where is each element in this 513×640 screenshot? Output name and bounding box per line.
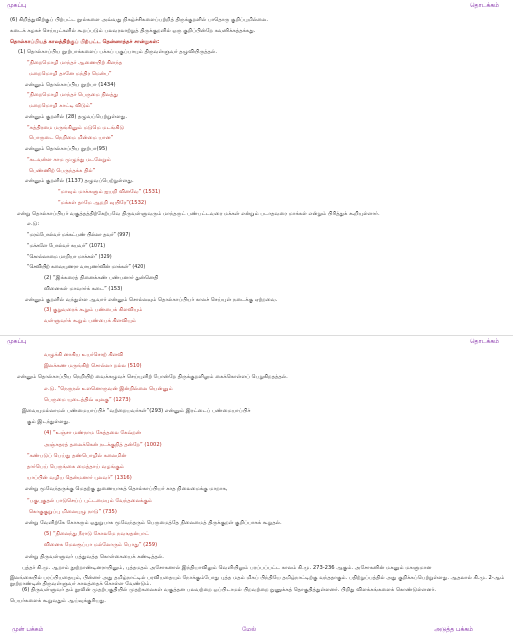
page1-text-line: என்னும் குறளில் வந்துள்ள ஆவார் என்னும் சொல்லவும் தொல்காப்பியர் காலச் செய்யுள் நடைக்கு ஏற்றவை. — [25, 296, 278, 303]
page1-text-line: “நிறைமொழி மாந்தர் ஆணையிற் கிளந்த — [27, 60, 123, 66]
page2-text-line: (6) திருவள்ளுவர் தம் நூலின் முதற்பகுதியில் முதற்கலைகள் வகுத்தன பலவற்றை ஒப்பிடாமல் பிறவற்றை நுணுக்கத் தொகுதித்துள்ளனர். பிறிது விளக்கங்களைக் கொண்டுள்ளனர். — [22, 587, 436, 594]
page2-text-line: யாப்பின் வழிய தென்மனார் புலவர்” (1316) — [27, 475, 132, 482]
page1-text-line: மறைமொழி தானே மந்திர மென்ப” — [29, 70, 112, 77]
page2-text-line: பெருமை யுடைத்திவ் வுலகு” (1273) — [44, 396, 131, 403]
page1-text-line: “மக்களே போல்வர் கயவர்” (1071) — [27, 243, 106, 249]
page2-text-line: புத்தர் கி.மு. ஆறாம் நூற்றாண்டினராயினும், புத்தமதம் அசோகனால் இந்தியாவிலும் வெளியிலும் பரப்பப்பட்ட காலம் கி.மு. 273-236 ஆகும். அசோகனின் மகனும் மகளுமான — [22, 564, 432, 571]
page2-text-line: கொகுகுறுப்பு மிலையுழு நாடு” (735) — [29, 508, 117, 515]
top-nav-1 — [0, 0, 513, 14]
page2-text-line: “பகுபுகுதல் பாடுசெய்ப் புட்டமையும் வேந்தலைக்கும் — [27, 497, 153, 504]
page1-text-line: என்னும் தொல்காப்பிய நூற்பா(95) — [25, 146, 108, 152]
page2-text-line: என்னும் தொல்காப்பிய நெறியிற் வைக்கழுவச் செய்யுளிற் போன்றே திருக்குறளிலும் கைக்கொள்ளப் பெறுகிறதத்தல். — [17, 374, 288, 381]
page1-text-line: கடைக் கழகச் செய்யுட்களில் கூறப்படும் பலவரலாற்றுத் திருக்குறளில் ஒரு குறிப்பின்றே கவனிக்கத்தக்கது. — [10, 27, 256, 34]
page1-text-line: மறைமொழி காட்டி விடும்” — [29, 103, 93, 109]
page2-text-line: இலக்கண மருங்கிற் சொல்லா றல்ல (510) — [44, 363, 142, 370]
home-link-2[interactable]: முகப்பு — [7, 338, 27, 345]
page1-text-line: தொல்காப்பியத் காலத்திற்குப் பிற்பட்ட தென்னாத்தச் சான்றுகள்: — [10, 38, 160, 45]
top-link-2[interactable]: தொடக்கம் — [470, 338, 499, 345]
page2-text-line: எ.டு. “நெருநல் உளனொருவன் இன்றில்லை யென்னும் — [44, 385, 173, 392]
page2-text-line: என்று திருவள்ளுவர் பத்துவத்த கொள்கையைக் கண்டித்தல். — [25, 553, 164, 560]
page2-text-line: கும் இடந்துள்ளது. — [27, 419, 70, 426]
page1-text-line: என்னும் தொல்காப்பிய நூற்பா (1434) — [25, 81, 116, 88]
page2-text-line: தார்பெய் பெருங்கை மைத்தாய் வழங்கும் — [27, 464, 125, 470]
page2-text-line: வினைக மேலரூப்பா மல்லோரும் பொது” (259) — [44, 542, 158, 549]
page1-text-line: “மரம்போல்வர் மக்கட்பண் பில்லா தவர்” (997) — [27, 233, 131, 238]
page1-text-line: (1) தொல்காப்பிய நூற்பாக்களைப் பக்கப் பகுப்பாயும் திருவள்ளுவர் தழுவியிருத்தல். — [18, 49, 217, 56]
page1-text-line: என்று தொல்காப்பியர் வகுத்தத்திற்கேற்பவே திருவள்ளுவரும் மாந்தருட் பண்பட்டவரை மக்கள் என்றும் படாதவரை மாக்கள் என்றும் பிரித்துக் கூறியுள்ளார். — [17, 210, 380, 217]
page1-text-line: “கடவன்ள காம முழுந்து மடலேறும் — [27, 156, 111, 163]
top-nav-2 — [0, 336, 513, 350]
page1-text-line: என்னும் குறளில் (1137) தழுவப்பெற்றுள்ளது. — [25, 178, 134, 185]
page2-text-line: பெயர்களைக் கூறுவதும் ஆய்வுக்குரியது. — [10, 598, 106, 605]
page1-text-line: “மக்கள் தாமே ஆறறி வுயிரே”(1532) — [58, 199, 147, 206]
page2-text-line: “கண்படுப் பெய்து தண்பொழில் கலைமின் — [27, 452, 127, 459]
page2-text-line: என்று வேளிற்கே கோகரும் ஒதுறுபாக மூவேந்தரும் பெருமைத்தே நிலைமைத் திருக்குறள் குறிப்பாகக் கூறுதல். — [25, 520, 282, 526]
page1-text-line: வள்ளுவர்க் கூறும் பண்பைக் கிளவியும் — [44, 318, 136, 324]
page2-text-line: என்று மூவேந்தருக்கு மெதற்கு துணையாகத் தொல்காப்பியர் காத நிலைமைக்கு மாறாக, — [25, 486, 228, 493]
page1-text-line: பொருடை நெறிமை மின்மை யான” — [29, 135, 114, 142]
page1-text-line: எ.டு: — [27, 221, 40, 228]
page1-text-line: “மாவும் மாக்களும் ஐயறி வினவே” (1531) — [58, 189, 161, 195]
up-link[interactable]: மேல் — [242, 626, 257, 633]
page1-text-line: “செவியிற் சுவையுணரா வாயுணர்வின் மாக்கள்” (420) — [27, 265, 146, 271]
page1-text-line: பெண்ணிற் பெருந்தக்க தில்” — [29, 167, 96, 174]
page1-text-line: (3) குறுவரைக் கூறும் பண்பைக் கிளவியும் — [44, 307, 143, 314]
page2-text-line: (5) “நிலைந்து நீராடு கோலமே நவஙதன்பாட் — [44, 531, 150, 538]
page2-text-line: இலங்கையில் பரப்பியதையும், பின்னர் அது தமிழ்நாட்டில் பரவியதையும் நோக்கும்போது புத்த மதம் மிகப் பிந்தியே தமிழ்நாட்டிற்கு வந்ததாகும். பதிற்றுப்பத்தில் அது குறிக்கப்பெற்றுள்ளது. ஆதலால் கி.மு. 2-ஆம் நூற்றாண்டின் திருவள்ளுவர் காலத்தைக் கொள்ள வேண்டும். — [10, 575, 505, 587]
page2-text-line: வழுக்கி னாகிய உயர்சொற் கிளவி — [44, 352, 124, 358]
page1-text-line: “கொல்லாமை மாறியா மாக்கள்” (329) — [27, 254, 112, 260]
top-link[interactable]: தொடக்கம் — [470, 2, 499, 9]
page1-text-line: என்னும் குறளில் (28) தழுவப்பெற்றுள்ளது. — [25, 113, 128, 120]
next-page-link[interactable]: அடுத்த பக்கம் — [434, 626, 473, 633]
footer-nav — [0, 624, 513, 638]
home-link[interactable]: முகப்பு — [7, 2, 27, 9]
page2-text-line: (4) “உஞ்சா மண்நாம கேத்தலை கேவ்றன் — [44, 430, 141, 437]
page1-text-line: வினைகள் மாவார்க் கடை” (153) — [44, 285, 123, 292]
page2-text-line: அஞ்சுதரத் தலைக்கென் நடக்குநித் தன்றே” (1002) — [44, 441, 162, 448]
page1-text-line: “சுத்திரமை மருங்கினும் மடுமெ மடங்கிடு — [27, 124, 125, 131]
page2-text-line: இவையுமல்லாமல் பண்மையாப்பிச் “வற்றையவர்கள்”(293) என்னும் இரட்டைப் பண்மையாப்பிச் — [22, 408, 251, 414]
page1-text-line: (6) கிறித்துவிற்குப் பிற்பட்ட நூல்களை அவ்வது நிகழ்ச்சிகளைப்பற்றித் திருக்குறளில் பாதொரு குறிப்புமில்லை. — [10, 17, 269, 23]
page1-text-line: (2) “இக்கரைத் தினைக்கண் பண்பனார் துன்னெதி — [44, 275, 159, 281]
prev-page-link[interactable]: முன் பக்கம் — [12, 626, 44, 633]
page1-text-line: “நிறைமொழி மாந்தர் பெருமை நிலத்து — [27, 92, 118, 99]
